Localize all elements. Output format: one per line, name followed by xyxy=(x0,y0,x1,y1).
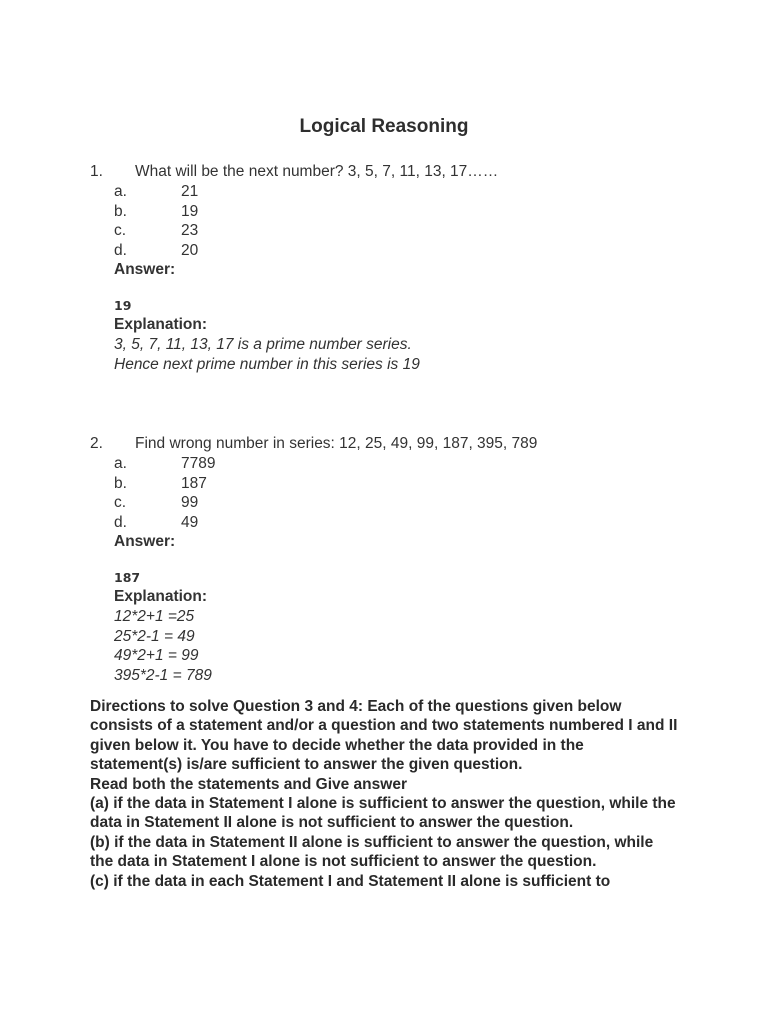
option-d xyxy=(90,241,710,261)
option-letter: a. xyxy=(114,183,127,200)
directions-block xyxy=(90,697,680,891)
answer-label: Answer: xyxy=(114,261,176,278)
option-value: 7789 xyxy=(181,455,216,472)
directions-instruction: Read both the statements and Give answer xyxy=(90,775,407,793)
question-number: 2. xyxy=(90,435,103,452)
question-text-line xyxy=(90,434,710,454)
option-letter: c. xyxy=(114,222,127,239)
explanation-label: Explanation: xyxy=(114,316,208,333)
option-letter: d. xyxy=(114,513,127,531)
option-a xyxy=(90,182,710,202)
option-value: 49 xyxy=(181,513,199,531)
explanation-line: 3, 5, 7, 11, 13, 17 is a prime number series. xyxy=(114,336,412,353)
question-text: Find wrong number in series: 12, 25, 49, 99, 187, 395, 789 xyxy=(135,435,538,452)
directions-option-a: (a) if the data in Statement I alone is sufficient to answer the question, while the data in Statement II alone is not sufficient to answer the question. xyxy=(90,795,676,832)
question-1 xyxy=(90,162,710,374)
option-value: 20 xyxy=(181,241,199,259)
option-letter: b. xyxy=(114,474,127,492)
option-value: 19 xyxy=(181,202,199,220)
answer-label: Answer: xyxy=(114,533,176,550)
explanation-line: 49*2+1 = 99 xyxy=(114,647,199,664)
option-value: 23 xyxy=(181,222,199,239)
option-letter: b. xyxy=(114,202,127,220)
answer-value: 187 xyxy=(114,570,141,585)
question-text-line xyxy=(90,162,710,182)
option-value: 187 xyxy=(181,474,207,492)
question-2 xyxy=(90,434,710,685)
question-number: 1. xyxy=(90,163,103,180)
explanation-line: Hence next prime number in this series is 19 xyxy=(114,355,420,373)
explanation-label: Explanation: xyxy=(114,588,208,605)
option-c xyxy=(90,493,710,513)
option-b xyxy=(90,202,710,222)
page-title: Logical Reasoning xyxy=(299,116,469,137)
answer-value: 19 xyxy=(114,298,132,313)
option-letter: a. xyxy=(114,455,127,472)
directions-option-c: (c) if the data in each Statement I and Statement II alone is sufficient to xyxy=(90,872,611,890)
explanation-line: 25*2-1 = 49 xyxy=(114,627,195,645)
option-c xyxy=(90,221,710,241)
option-value: 21 xyxy=(181,183,199,200)
option-value: 99 xyxy=(181,494,199,511)
option-letter: d. xyxy=(114,241,127,259)
explanation-line: 395*2-1 = 789 xyxy=(114,666,212,684)
option-d xyxy=(90,513,710,533)
explanation-line: 12*2+1 =25 xyxy=(114,608,195,625)
question-text: What will be the next number? 3, 5, 7, 11, 13, 17…… xyxy=(135,163,499,180)
directions-intro: Directions to solve Question 3 and 4: Each of the questions given below consists of a statement and/or a question and two statements numbered I and II given below it. You have to decide whether the data provided in the statement(s) is/are sufficient to answer the given question. xyxy=(90,698,678,774)
option-a xyxy=(90,454,710,474)
option-letter: c. xyxy=(114,494,127,511)
directions-option-b: (b) if the data in Statement II alone is sufficient to answer the question, while the data in Statement I alone is not sufficient to answer the question. xyxy=(90,833,654,871)
option-b xyxy=(90,474,710,494)
